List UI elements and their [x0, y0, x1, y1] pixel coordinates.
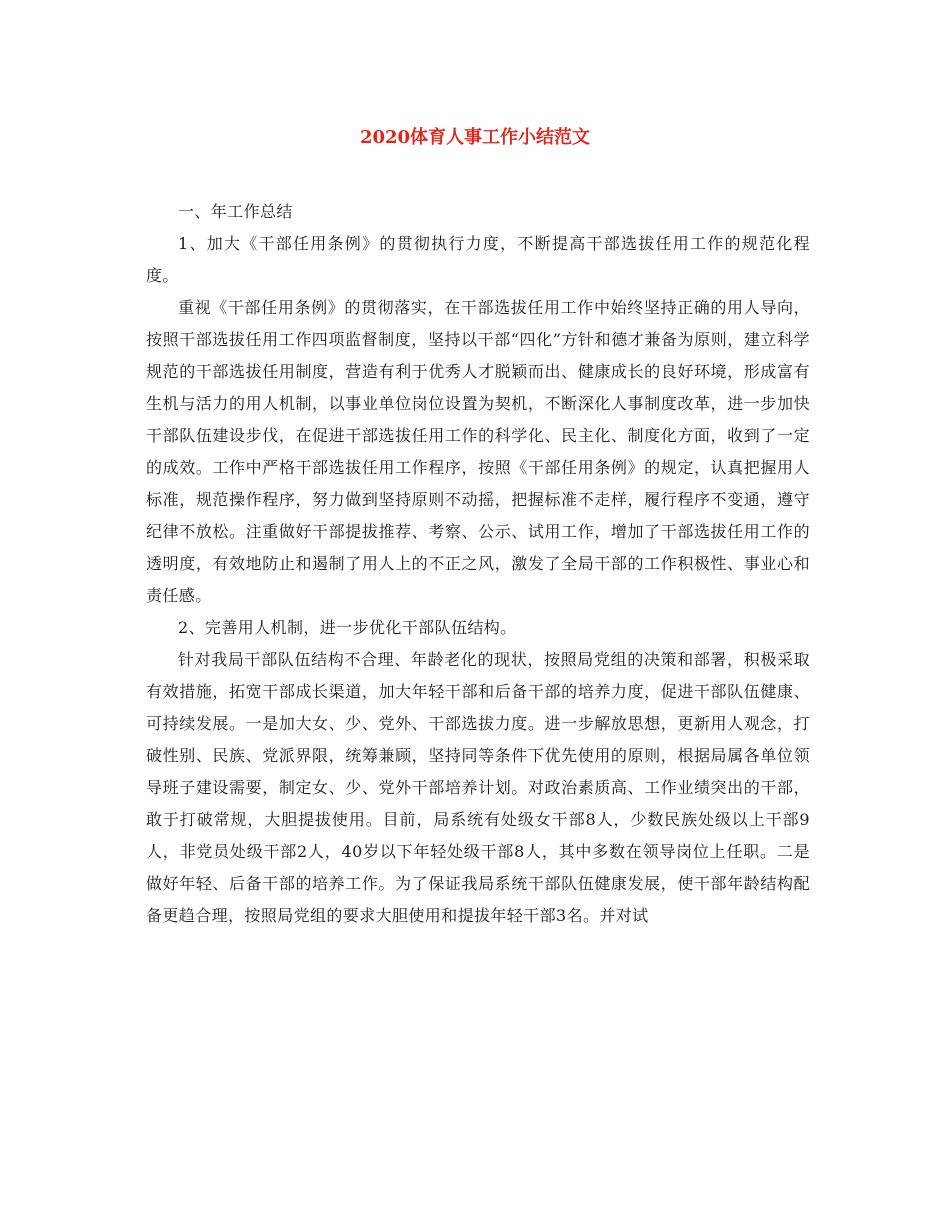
section-heading: 一、年工作总结 — [178, 202, 293, 221]
document-body — [146, 196, 810, 932]
paragraph: 针对我局干部队伍结构不合理、年龄老化的现状，按照局党组的决策和部署，积极采取有效措施，拓宽干部成长渠道，加大年轻干部和后备干部的培养力度，促进干部队伍健康、可持续发展。一是加大女、少、党外、干部选拔力度。进一步解放思想，更新用人观念，打破性别、民族、党派界限，统筹兼顾，坚持同等条件下优先使用的原则，根据局属各单位领导班子建设需要，制定女、少、党外干部培养计划。对政治素质高、工作业绩突出的干部，敢于打破常规，大胆提拔使用。目前，局系统有处级女干部8人，少数民族处级以上干部9人，非党员处级干部2人，40岁以下年轻处级干部8人，其中多数在领导岗位上任职。二是做好年轻、后备干部的培养工作。为了保证我局系统干部队伍健康发展，使干部年龄结构配备更趋合理，按照局党组的要求大胆使用和提拔年轻干部3名。并对试 — [146, 650, 810, 925]
paragraph: 1、加大《干部任用条例》的贯彻执行力度，不断提高干部选拔任用工作的规范化程度。 — [146, 234, 810, 285]
paragraph: 重视《干部任用条例》的贯彻落实，在干部选拔任用工作中始终坚持正确的用人导向，按照干部选拔任用工作四项监督制度，坚持以干部“四化”方针和德才兼备为原则，建立科学规范的干部选拔任用制度，营造有利于优秀人才脱颖而出、健康成长的良好环境，形成富有生机与活力的用人机制，以事业单位岗位设置为契机，不断深化人事制度改革，进一步加快干部队伍建设步伐，在促进干部选拔任用工作的科学化、民主化、制度化方面，收到了一定的成效。工作中严格干部选拔任用工作程序，按照《干部任用条例》的规定，认真把握用人标准，规范操作程序，努力做到坚持原则不动摇，把握标准不走样，履行程序不变通，遵守纪律不放松。注重做好干部提拔推荐、考察、公示、试用工作，增加了干部选拔任用工作的透明度，有效地防止和遏制了用人上的不正之风，激发了全局干部的工作积极性、事业心和责任感。 — [146, 298, 810, 605]
document-title: 2020体育人事工作小结范文 — [359, 127, 591, 148]
paragraph: 2、完善用人机制，进一步优化干部队伍结构。 — [178, 618, 517, 637]
